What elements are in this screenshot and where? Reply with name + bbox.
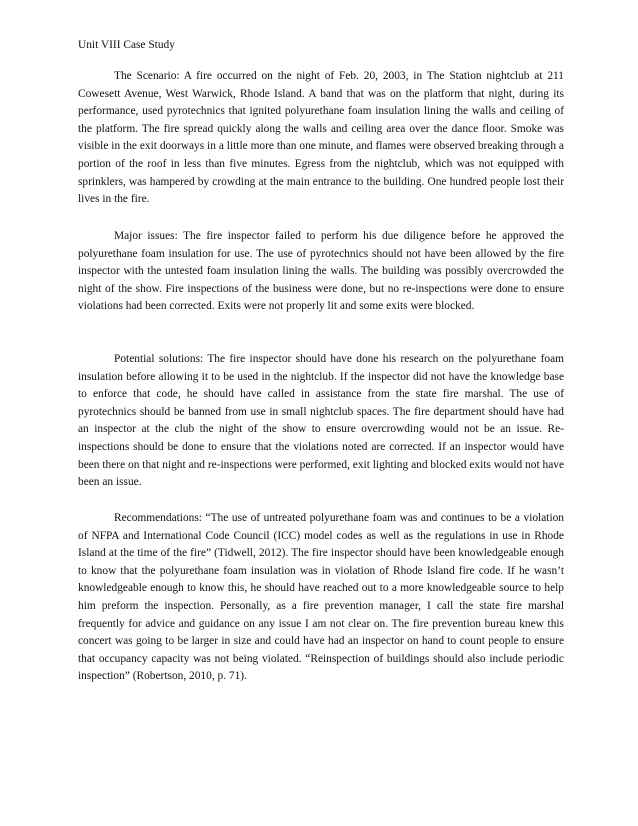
document-title: Unit VIII Case Study bbox=[78, 39, 175, 51]
scenario-paragraph: The Scenario: A fire occurred on the night of Feb. 20, 2003, in The Station nightclub at 211 Cowesett Avenue, West Warwick, Rhode Island. A band that was on the platform that night, during its performance, used pyrotechnics that ignited polyurethane foam insulation lining the walls and ceiling of the platform. The fire spread quickly along the walls and ceiling area over the dance floor. Smoke was visible in the exit doorways in a little more than one minute, and flames were observed breaking through a portion of the roof in less than five minutes. Egress from the nightclub, which was not equipped with sprinklers, was hampered by crowding at the main entrance to the building. One hundred people lost their lives in the fire. bbox=[78, 70, 564, 206]
potential-solutions-paragraph: Potential solutions: The fire inspector should have done his research on the polyurethane foam insulation before allowing it to be used in the nightclub. If the inspector did not have the knowledge base to enforce that code, he should have called in assistance from the state fire marshal. The use of pyrotechnics should be banned from use in small nightclub spaces. The fire department should have had an inspector at the club the night of the show to ensure overcrowding would not be an issue. Re-inspections should be done to ensure that the violations noted are corrected. If an inspector would have been there on that night and re-inspections were performed, exit lighting and blocked exits would not have been an issue. bbox=[78, 353, 564, 489]
major-issues-paragraph: Major issues: The fire inspector failed to perform his due diligence before he approved the polyurethane foam insulation for use. The use of pyrotechnics should not have been allowed by the fire inspector with the untested foam insulation lining the walls. The building was possibly overcrowded the night of the show. Fire inspections of the business were done, but no re-inspections were done to ensure violations had been corrected. Exits were not properly lit and some exits were blocked. bbox=[78, 230, 564, 313]
recommendations-paragraph: Recommendations: “The use of untreated polyurethane foam was and continues to be a violation of NFPA and International Code Council (ICC) model codes as well as the regulations in use in Rhode Island at the time of the fire” (Tidwell, 2012). The fire inspector should have been knowledgeable enough to know that the polyurethane foam insulation was in violation of Rhode Island fire code. If he wasn’t knowledgeable enough to know this, he should have reached out to a more knowledgeable source to help him preform the inspection. Personally, as a fire prevention manager, I call the state fire marshal frequently for advice and guidance on any issue I am not clear on. The fire prevention bureau knew this concert was going to be larger in size and could have had an inspector on hand to count people to ensure that occupancy capacity was not being violated. “Reinspection of buildings should also include periodic inspection” (Robertson, 2010, p. 71). bbox=[78, 512, 564, 683]
